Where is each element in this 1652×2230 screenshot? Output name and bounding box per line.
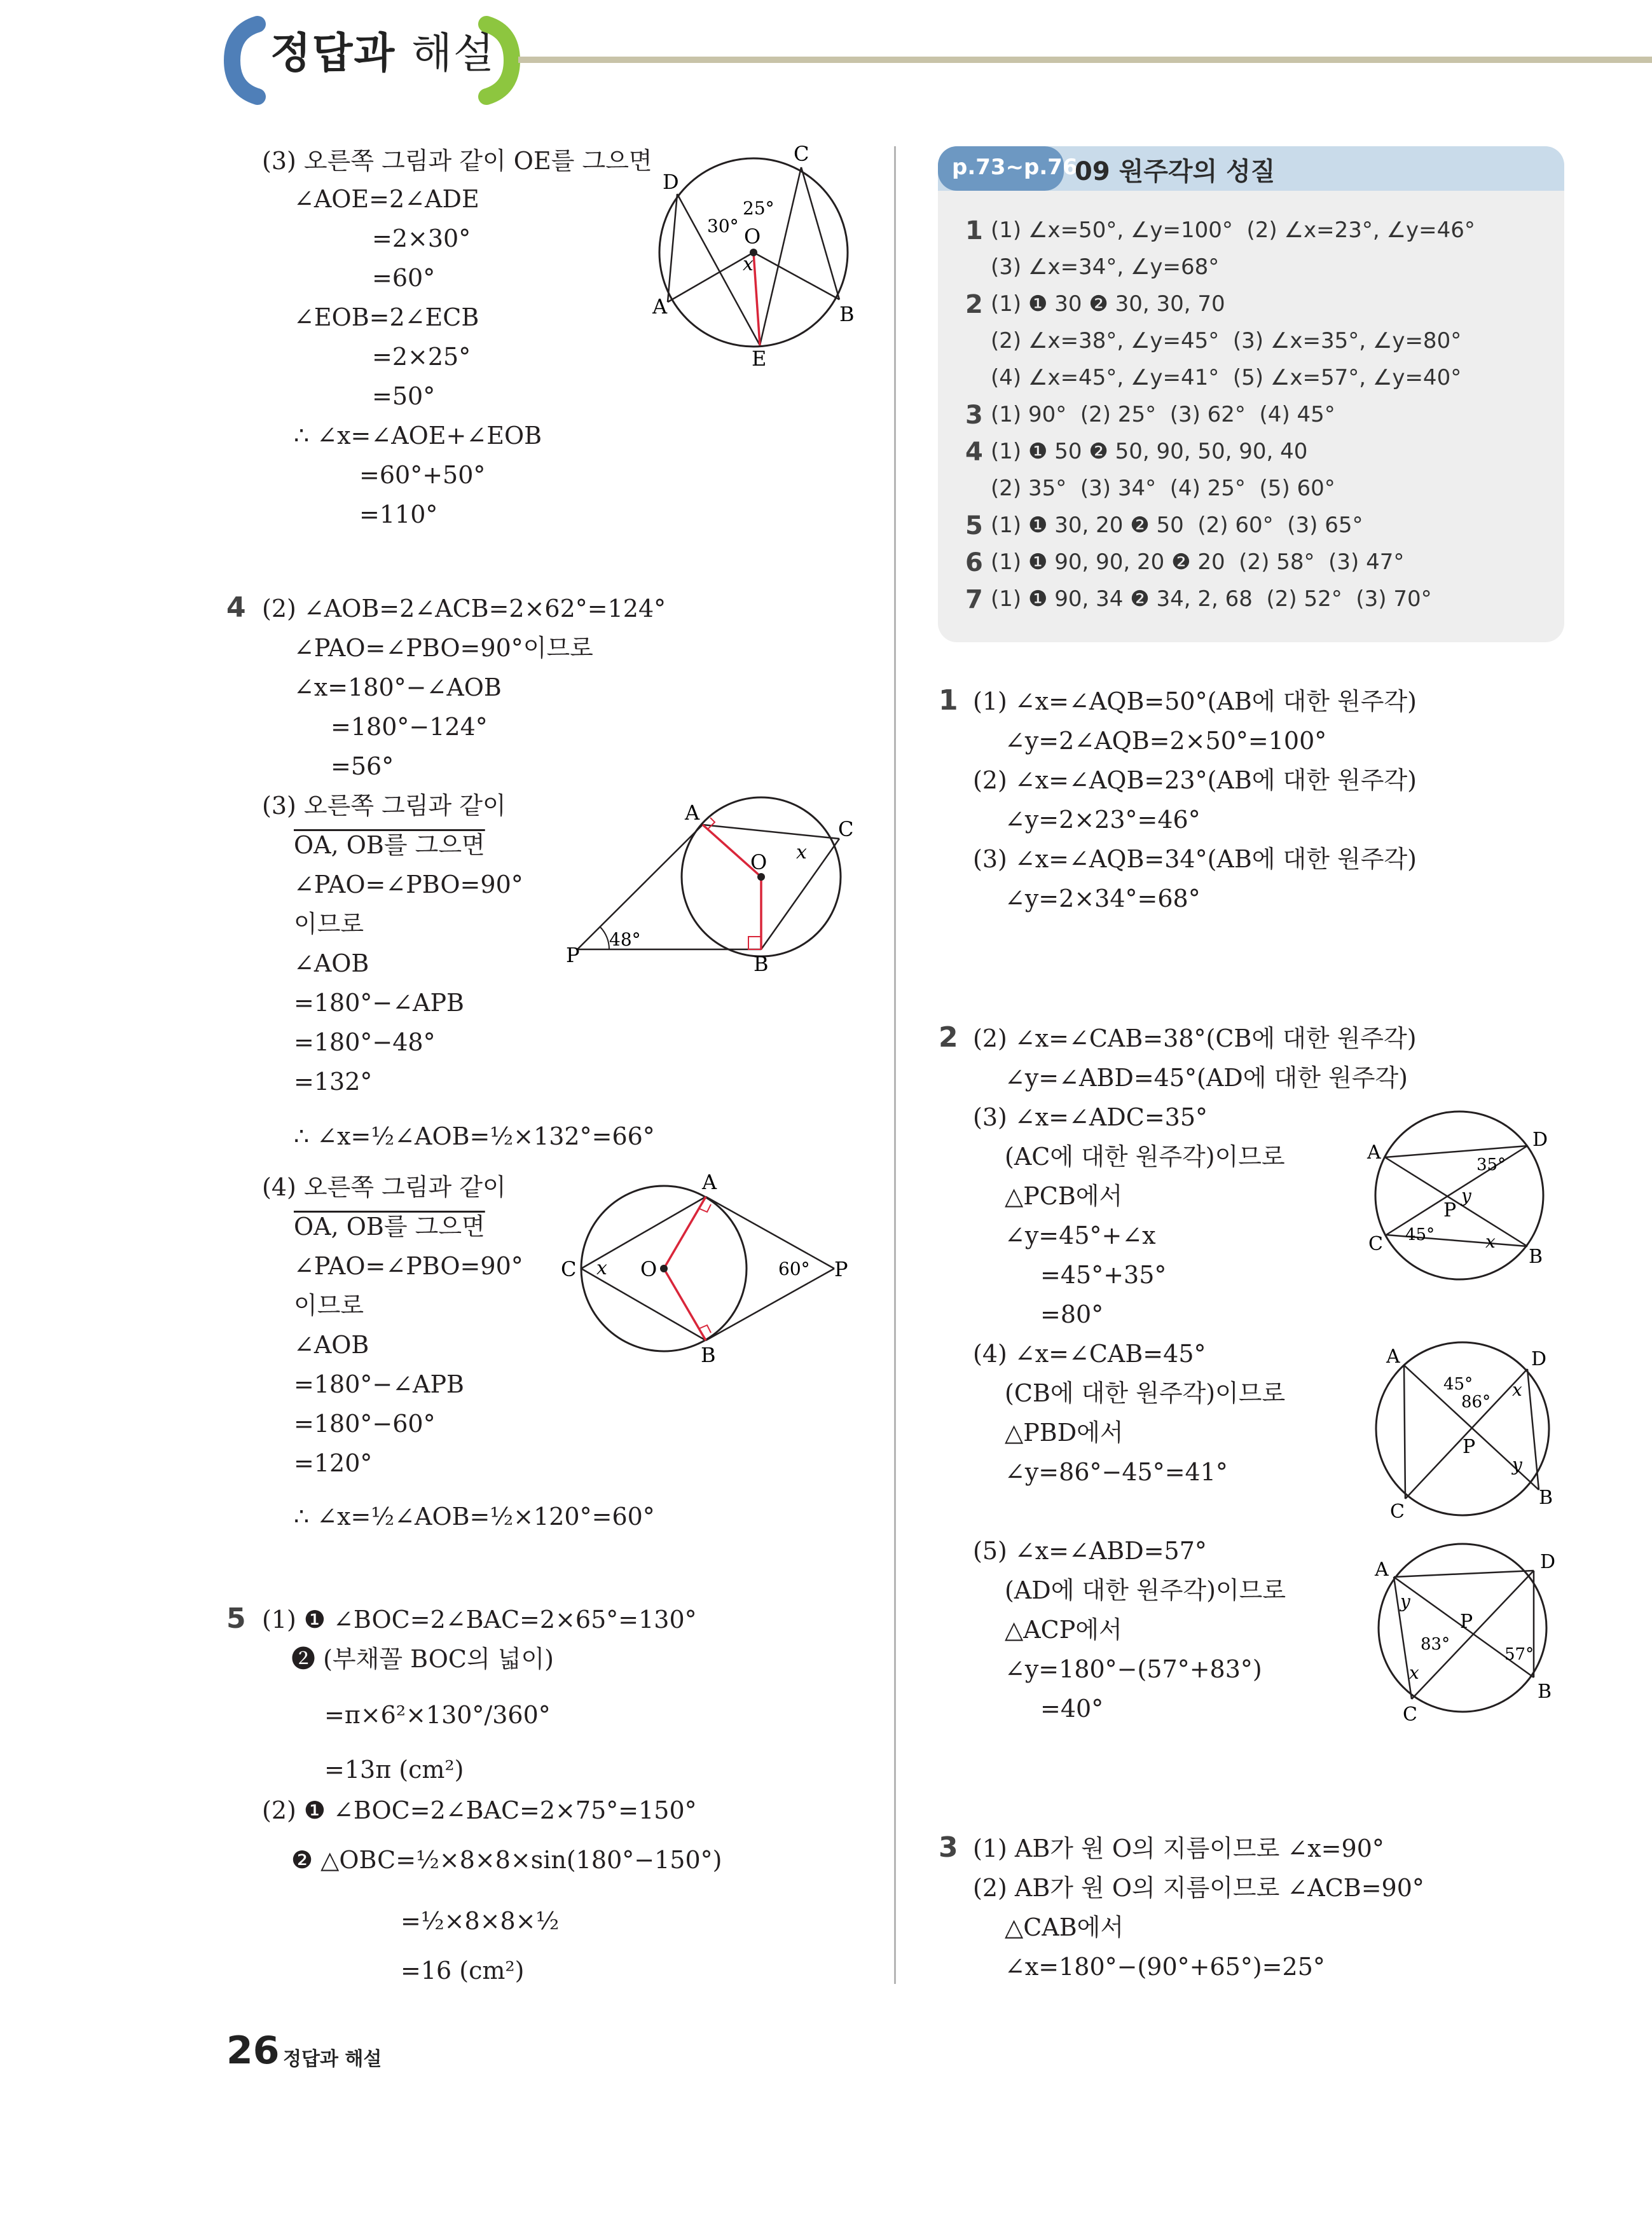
ans-row-3-num: 3 — [965, 401, 983, 430]
left-q5-line-5: ❷ △OBC=½×8×8×sin(180°−150°) — [291, 1846, 722, 1874]
fig-35-label-b: B — [1529, 1246, 1543, 1268]
fig-86-angle-86: 86° — [1461, 1393, 1491, 1412]
right-q1-number: 1 — [939, 684, 958, 717]
left-q4-line-11: =180°−48° — [294, 1028, 436, 1056]
fig-83-label-p: P — [1460, 1611, 1473, 1633]
left-q5-line-7: =16 (cm²) — [401, 1957, 525, 1985]
fig-60-label-b: B — [701, 1343, 716, 1367]
fig-86-label-d: D — [1531, 1348, 1547, 1370]
fig-35-label-p: P — [1443, 1199, 1457, 1222]
fig-83-angle-83: 83° — [1421, 1635, 1450, 1654]
fig-oe-label-a: A — [652, 294, 668, 319]
left-q4-line-10: =180°−∠APB — [294, 989, 464, 1017]
right-q3-line-2: △CAB에서 — [1005, 1913, 1124, 1941]
left-q4-line-6: OA, OB를 그으면 — [294, 831, 485, 859]
ans-row-5-line1: (1) ❶ 30, 20 ❷ 50 (2) 60° (3) 65° — [991, 513, 1363, 538]
left-q5-line-2: =π×6²×130°/360° — [324, 1701, 551, 1729]
fig-35-label-d: D — [1532, 1129, 1548, 1151]
fig-86-label-x: x — [1512, 1379, 1522, 1400]
ans-row-7-num: 7 — [965, 585, 983, 614]
fig-60-label-p: P — [834, 1257, 848, 1281]
right-q2-line-8: (4) ∠x=∠CAB=45° — [973, 1340, 1206, 1368]
right-q2-line-0: (2) ∠x=∠CAB=38°(CB에 대한 원주각) — [973, 1024, 1417, 1052]
right-q2-line-16: =40° — [1040, 1695, 1104, 1723]
fig-86-label-c: C — [1390, 1501, 1405, 1523]
header-bracket-right-icon — [480, 19, 518, 102]
fig-oe-label-d: D — [663, 170, 679, 194]
left-p3-line-2: =2×30° — [372, 224, 471, 252]
left-q5-line-0: (1) ❶ ∠BOC=2∠BAC=2×65°=130° — [262, 1606, 697, 1634]
left-q4-line-18: ∠AOB — [294, 1331, 369, 1359]
fig-60-label-a: A — [702, 1170, 717, 1194]
fig-35-angle-45: 45° — [1405, 1225, 1435, 1244]
fig-60-label-x: x — [596, 1257, 607, 1279]
header-bracket-left-icon — [226, 19, 264, 102]
fig-86-label-a: A — [1386, 1346, 1400, 1368]
left-q5-line-4: (2) ❶ ∠BOC=2∠BAC=2×75°=150° — [262, 1796, 697, 1824]
right-q1-line-2: (2) ∠x=∠AQB=23°(AB에 대한 원주각) — [973, 766, 1417, 794]
right-q2-line-11: ∠y=86°−45°=41° — [1005, 1458, 1228, 1486]
left-q4-line-20: =180°−60° — [294, 1410, 436, 1438]
fig-35-label-y: y — [1461, 1185, 1471, 1206]
left-q4-line-7: ∠PAO=∠PBO=90° — [294, 871, 523, 898]
fig-oe-label-c: C — [794, 142, 809, 166]
right-q3-line-3: ∠x=180°−(90°+65°)=25° — [1005, 1953, 1325, 1981]
left-p3-line-7: ∴ ∠x=∠AOE+∠EOB — [294, 422, 542, 450]
answer-box-title: 09 원주각의 성질 — [1075, 157, 1276, 186]
right-q1-line-5: ∠y=2×34°=68° — [1005, 884, 1201, 912]
left-q4-line-14: (4) 오른쪽 그림과 같이 — [262, 1173, 506, 1201]
right-q2-line-13: (AD에 대한 원주각)이므로 — [1005, 1576, 1286, 1604]
answer-box-pages: p.73~p.76 — [952, 155, 1078, 180]
left-p3-line-4: ∠EOB=2∠ECB — [294, 303, 479, 331]
left-q4-line-22: ∴ ∠x=½∠AOB=½×120°=60° — [294, 1503, 655, 1531]
ans-row-1-num: 1 — [965, 216, 983, 245]
fig-oe-angle-25: 25° — [743, 198, 774, 219]
left-p3-line-9: =110° — [359, 500, 438, 528]
left-q4-number: 4 — [226, 591, 246, 624]
fig-86-angle-45: 45° — [1443, 1375, 1473, 1394]
left-q4-line-4: =56° — [331, 752, 394, 780]
left-q5-line-1: ❷ (부채꼴 BOC의 넓이) — [291, 1645, 554, 1673]
fig-oe-angle-30: 30° — [707, 216, 739, 237]
fig-83-label-x: x — [1409, 1662, 1419, 1683]
ans-row-5-num: 5 — [965, 511, 983, 540]
left-q4-line-12: =132° — [294, 1068, 373, 1096]
left-q4-line-8: 이므로 — [294, 910, 364, 938]
ans-row-4-line2: (2) 35° (3) 34° (4) 25° (5) 60° — [991, 476, 1335, 501]
left-q4-line-15: OA, OB를 그으면 — [294, 1213, 485, 1241]
right-q3-number: 3 — [939, 1831, 958, 1864]
left-p3-line-5: =2×25° — [372, 343, 471, 371]
fig-83-label-a: A — [1375, 1559, 1389, 1581]
left-q4-line-2: ∠x=180°−∠AOB — [294, 673, 502, 701]
fig-86-label-b: B — [1539, 1487, 1553, 1509]
fig-48-label-o: O — [750, 850, 767, 874]
fig-48-label-p: P — [566, 943, 580, 967]
figure-chords-83 — [1361, 1532, 1558, 1726]
left-q5-number: 5 — [226, 1602, 246, 1635]
figure-chords-86 — [1367, 1332, 1558, 1523]
right-q2-line-10: △PBD에서 — [1005, 1419, 1124, 1447]
header-title: 정답과 해설 — [270, 29, 495, 78]
right-q2-line-14: △ACP에서 — [1005, 1616, 1122, 1644]
fig-83-label-b: B — [1538, 1681, 1552, 1703]
ans-row-4-line1: (1) ❶ 50 ❷ 50, 90, 50, 90, 40 — [991, 439, 1308, 464]
left-p3-line-8: =60°+50° — [359, 461, 486, 489]
header-rule — [518, 57, 1652, 63]
fig-35-angle-35: 35° — [1476, 1155, 1506, 1174]
right-q2-line-1: ∠y=∠ABD=45°(AD에 대한 원주각) — [1005, 1064, 1408, 1092]
left-q4-line-5: (3) 오른쪽 그림과 같이 — [262, 792, 506, 820]
fig-35-label-c: C — [1368, 1233, 1383, 1255]
figure-tangent-60 — [554, 1170, 853, 1367]
figure-chords-35 — [1361, 1100, 1552, 1284]
right-q2-line-15: ∠y=180°−(57°+83°) — [1005, 1655, 1262, 1683]
left-q4-line-19: =180°−∠APB — [294, 1370, 464, 1398]
right-q2-line-6: =45°+35° — [1040, 1261, 1167, 1289]
left-q4-line-0: (2) ∠AOB=2∠ACB=2×62°=124° — [262, 595, 666, 623]
left-q4-line-3: =180°−124° — [331, 713, 488, 741]
right-q1-line-0: (1) ∠x=∠AQB=50°(AB에 대한 원주각) — [973, 687, 1417, 715]
ans-row-2-num: 2 — [965, 290, 983, 319]
left-q4-line-9: ∠AOB — [294, 949, 369, 977]
ans-row-1-line2: (3) ∠x=34°, ∠y=68° — [991, 254, 1220, 280]
fig-48-label-b: B — [754, 952, 769, 976]
left-q4-line-17: 이므로 — [294, 1291, 364, 1319]
left-q4-line-16: ∠PAO=∠PBO=90° — [294, 1252, 523, 1280]
ans-row-2-line3: (4) ∠x=45°, ∠y=41° (5) ∠x=57°, ∠y=40° — [991, 365, 1462, 390]
left-q4-line-13: ∴ ∠x=½∠AOB=½×132°=66° — [294, 1122, 655, 1150]
right-q1-line-4: (3) ∠x=∠AQB=34°(AB에 대한 원주각) — [973, 845, 1417, 873]
right-q2-line-4: △PCB에서 — [1005, 1182, 1123, 1210]
ans-row-7-line1: (1) ❶ 90, 34 ❷ 34, 2, 68 (2) 52° (3) 70° — [991, 586, 1432, 612]
fig-oe-label-b: B — [839, 302, 855, 326]
fig-60-angle: 60° — [778, 1258, 810, 1279]
fig-83-angle-57: 57° — [1504, 1645, 1534, 1664]
fig-48-angle: 48° — [609, 929, 641, 950]
left-p3-line-1: ∠AOE=2∠ADE — [294, 185, 479, 213]
left-q5-line-3: =13π (cm²) — [324, 1756, 464, 1784]
fig-35-label-a: A — [1367, 1141, 1381, 1164]
ans-row-4-num: 4 — [965, 437, 983, 467]
ans-row-2-line1: (1) ❶ 30 ❷ 30, 30, 70 — [991, 291, 1225, 317]
fig-48-label-x: x — [796, 841, 807, 864]
ans-row-6-line1: (1) ❶ 90, 90, 20 ❷ 20 (2) 58° (3) 47° — [991, 549, 1405, 575]
right-q2-number: 2 — [939, 1021, 958, 1054]
ans-row-2-line2: (2) ∠x=38°, ∠y=45° (3) ∠x=35°, ∠y=80° — [991, 328, 1462, 354]
right-q2-line-9: (CB에 대한 원주각)이므로 — [1005, 1379, 1286, 1407]
fig-35-label-x: x — [1485, 1231, 1496, 1252]
figure-tangent-48 — [560, 798, 852, 976]
footer-label: 정답과 해설 — [283, 2048, 382, 2070]
fig-60-label-o: O — [640, 1257, 657, 1281]
page-number: 26 — [226, 2028, 280, 2073]
right-q2-line-3: (AC에 대한 원주각)이므로 — [1005, 1143, 1285, 1171]
left-q4-line-1: ∠PAO=∠PBO=90°이므로 — [294, 634, 593, 662]
left-p3-line-0: (3) 오른쪽 그림과 같이 OE를 그으면 — [262, 147, 652, 175]
right-q2-line-7: =80° — [1040, 1300, 1104, 1328]
right-q2-line-12: (5) ∠x=∠ABD=57° — [973, 1537, 1207, 1565]
left-q4-line-21: =120° — [294, 1449, 373, 1477]
fig-oe-label-o: O — [744, 224, 761, 249]
fig-oe-label-x: x — [743, 253, 754, 275]
fig-86-label-p: P — [1463, 1436, 1476, 1458]
fig-48-label-a: A — [685, 801, 700, 825]
column-divider — [894, 146, 896, 1984]
fig-83-label-c: C — [1403, 1703, 1417, 1726]
ans-row-1-line1: (1) ∠x=50°, ∠y=100° (2) ∠x=23°, ∠y=46° — [991, 217, 1475, 243]
right-q2-line-2: (3) ∠x=∠ADC=35° — [973, 1103, 1208, 1131]
right-q2-line-5: ∠y=45°+∠x — [1005, 1222, 1156, 1249]
ans-row-6-num: 6 — [965, 548, 983, 577]
figure-circle-oe — [649, 143, 858, 372]
right-q1-line-1: ∠y=2∠AQB=2×50°=100° — [1005, 727, 1327, 755]
left-q5-line-6: =½×8×8×½ — [401, 1907, 560, 1935]
fig-83-label-d: D — [1540, 1551, 1556, 1573]
fig-48-label-c: C — [838, 817, 854, 841]
fig-83-label-y: y — [1400, 1591, 1410, 1612]
ans-row-3-line1: (1) 90° (2) 25° (3) 62° (4) 45° — [991, 402, 1335, 427]
fig-60-label-c: C — [561, 1257, 577, 1281]
fig-86-label-y: y — [1512, 1454, 1522, 1475]
right-q3-line-0: (1) AB가 원 O의 지름이므로 ∠x=90° — [973, 1834, 1384, 1862]
right-q3-line-1: (2) AB가 원 O의 지름이므로 ∠ACB=90° — [973, 1874, 1424, 1902]
left-p3-line-6: =50° — [372, 382, 436, 410]
fig-oe-label-e: E — [752, 347, 767, 371]
left-p3-line-3: =60° — [372, 264, 436, 292]
right-q1-line-3: ∠y=2×23°=46° — [1005, 806, 1201, 834]
